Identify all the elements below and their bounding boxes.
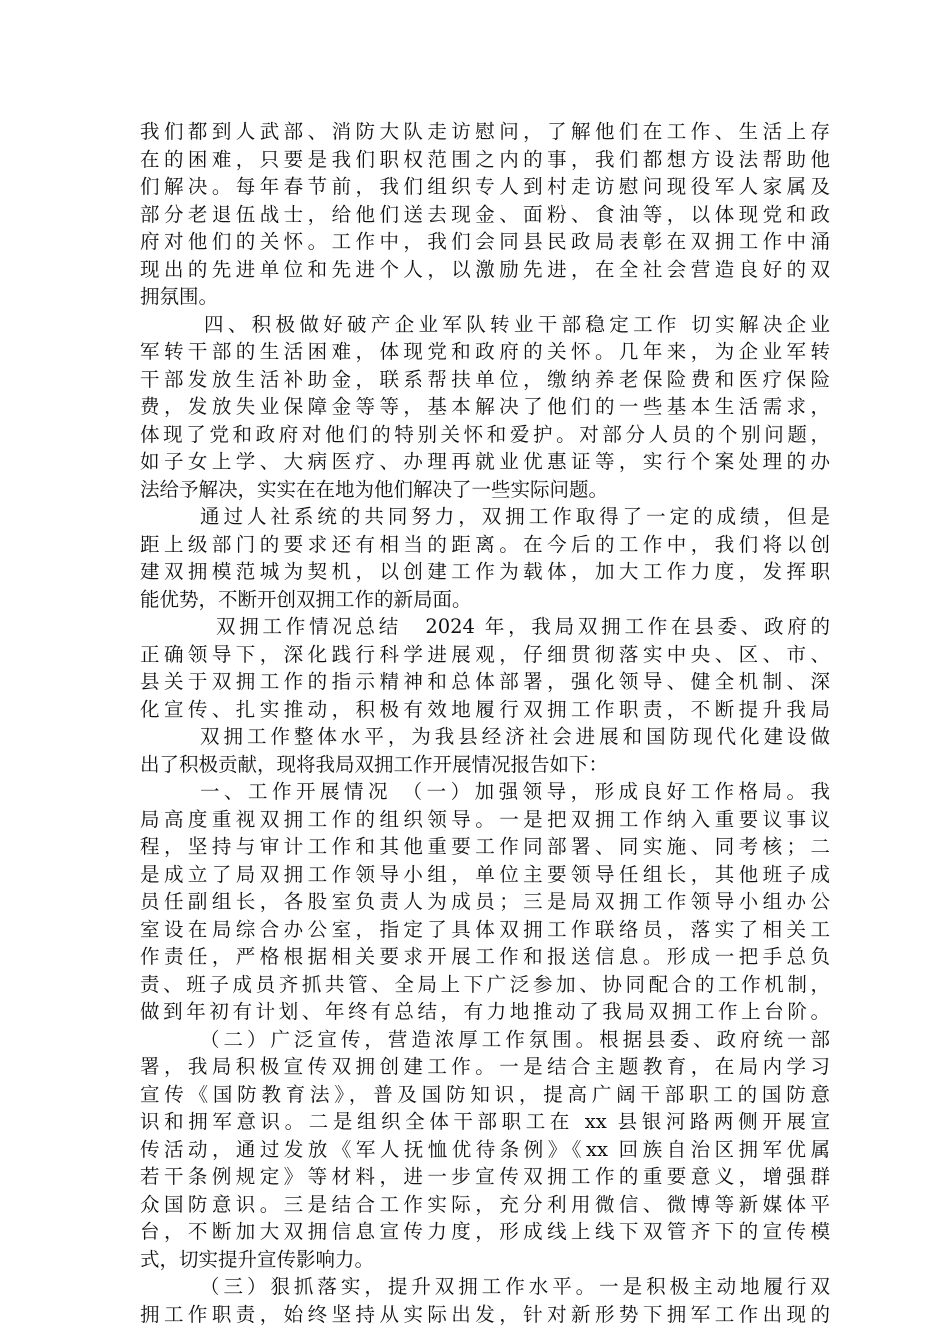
text-line: 能优势，不断开创双拥工作的新局面。 [140, 587, 472, 611]
text-line: 干部发放生活补助金，联系帮扶单位，缴纳养老保险费和医疗保险 [140, 367, 830, 391]
text-line: 部分老退伍战士，给他们送去现金、面粉、食油等，以体现党和政 [140, 202, 830, 226]
text-line: 在的困难，只要是我们职权范围之内的事，我们都想方设法帮助他 [140, 147, 830, 171]
text-line: 署，我局积极宣传双拥创建工作。一是结合主题教育，在局内学习 [140, 1055, 830, 1078]
text-line: 作责任，严格根据相关要求开展工作和报送信息。形成一把手总负 [140, 945, 830, 968]
text-line: 做到年初有计划、年终有总结，有力地推动了我局双拥工作上台阶。 [140, 1000, 830, 1023]
text-line: 拥氛围。 [140, 285, 219, 308]
text-line: 通过人社系统的共同努力，双拥工作取得了一定的成绩，但是 [200, 505, 830, 528]
text-line: 建双拥模范城为契机，以创建工作为载体，加大工作力度，发挥职 [140, 560, 830, 583]
text-line: 室设在局综合办公室，指定了具体双拥工作联络员，落实了相关工 [140, 917, 830, 941]
text-line: 员任副组长，各股室负责人为成员；三是局双拥工作领导小组办公 [140, 890, 830, 913]
text-line: 费，发放失业保障金等等，基本解决了他们的一些基本生活需求， [140, 395, 830, 418]
text-line: 程，坚持与审计工作和其他重要工作同部署、同实施、同考核；二 [140, 835, 830, 858]
text-line: 双拥工作情况总结 2024 年，我局双拥工作在县委、政府的 [216, 615, 830, 638]
text-line: 一、工作开展情况 （一）加强领导，形成良好工作格局。我 [200, 780, 830, 803]
text-line: 识和拥军意识。二是组织全体干部职工在 xx 县银河路两侧开展宣 [140, 1110, 830, 1133]
text-line: 四、积极做好破产企业军队转业干部稳定工作 切实解决企业 [204, 312, 830, 336]
text-line: （三）狠抓落实，提升双拥工作水平。一是积极主动地履行双 [200, 1275, 830, 1298]
text-line: 宣传《国防教育法》，普及国防知识，提高广阔干部职工的国防意 [140, 1082, 830, 1106]
text-line: 们解决。每年春节前，我们组织专人到村走访慰问现役军人家属及 [140, 175, 830, 198]
text-line: 出了积极贡献，现将我局双拥工作开展情况报告如下： [140, 752, 609, 776]
text-line: 体现了党和政府对他们的特别关怀和爱护。对部分人员的个别问题， [140, 422, 830, 446]
text-line: （二）广泛宣传，营造浓厚工作氛围。根据县委、政府统一部 [200, 1027, 830, 1051]
text-line: 如子女上学、大病医疗、办理再就业优惠证等，实行个案处理的办 [140, 450, 830, 473]
text-line: 责、班子成员齐抓共管、全局上下广泛参加、协同配合的工作机制， [140, 972, 830, 996]
text-line: 正确领导下，深化践行科学进展观，仔细贯彻落实中央、区、市、 [140, 642, 830, 666]
text-line: 双拥工作整体水平，为我县经济社会进展和国防现代化建设做 [200, 725, 830, 748]
text-line: 拥工作职责，始终坚持从实际出发，针对新形势下拥军工作出现的 [140, 1302, 830, 1326]
text-line: 我们都到人武部、消防大队走访慰问，了解他们在工作、生活上存 [140, 120, 830, 143]
text-line: 局高度重视双拥工作的组织领导。一是把双拥工作纳入重要议事议 [140, 807, 830, 831]
text-line: 众国防意识。三是结合工作实际，充分利用微信、微博等新媒体平 [140, 1192, 830, 1216]
document-body [140, 118, 830, 1328]
text-line: 距上级部门的要求还有相当的距离。在今后的工作中，我们将以创 [140, 532, 830, 556]
text-line: 台，不断加大双拥信息宣传力度，形成线上线下双管齐下的宣传模 [140, 1220, 830, 1243]
text-line: 府对他们的关怀。工作中，我们会同县民政局表彰在双拥工作中涌 [140, 230, 830, 253]
text-line: 传活动，通过发放《军人抚恤优待条例》《xx 回族自治区拥军优属 [140, 1137, 830, 1161]
text-line: 化宣传、扎实推动，积极有效地履行双拥工作职责，不断提升我局 [140, 697, 830, 721]
text-line: 法给予解决，实实在在地为他们解决了一些实际问题。 [140, 477, 609, 501]
text-line: 是成立了局双拥工作领导小组，单位主要领导任组长，其他班子成 [140, 862, 830, 886]
text-line: 军转干部的生活困难，体现党和政府的关怀。几年来，为企业军转 [140, 340, 830, 363]
text-line: 现出的先进单位和先进个人，以激励先进，在全社会营造良好的双 [140, 257, 830, 281]
text-line: 若干条例规定》等材料，进一步宣传双拥工作的重要意义，增强群 [140, 1165, 830, 1188]
text-line: 县关于双拥工作的指示精神和总体部署，强化领导、健全机制、深 [140, 670, 830, 693]
text-line: 式，切实提升宣传影响力。 [140, 1247, 375, 1271]
